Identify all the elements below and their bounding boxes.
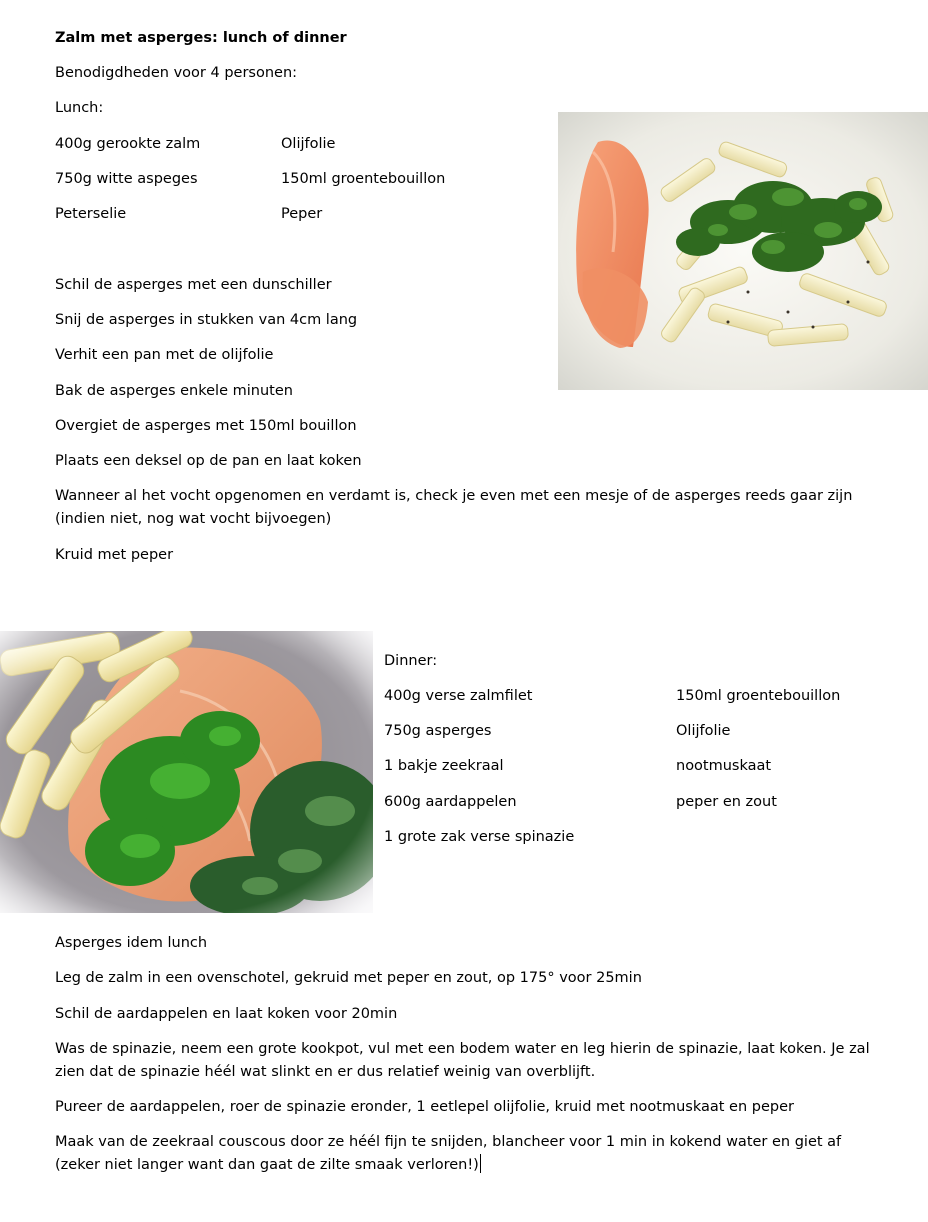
text-cursor — [480, 1154, 481, 1173]
lunch-ingredient: Peper — [281, 206, 323, 222]
lunch-ingredient: 750g witte aspeges — [55, 171, 198, 187]
dinner-ingredient: 150ml groentebouillon — [676, 688, 841, 704]
lunch-photo — [558, 112, 928, 390]
dinner-step: Asperges idem lunch — [55, 935, 208, 951]
dinner-ingredient: 600g aardappelen — [384, 794, 517, 810]
lunch-ingredient: Olijfolie — [281, 136, 336, 152]
lunch-step: Bak de asperges enkele minuten — [55, 383, 293, 399]
lunch-step: Overgiet de asperges met 150ml bouillon — [55, 418, 357, 434]
lunch-step: Kruid met peper — [55, 547, 174, 563]
dinner-ingredient: peper en zout — [676, 794, 777, 810]
lunch-step: Snij de asperges in stukken van 4cm lang — [55, 312, 358, 328]
dinner-photo — [0, 631, 373, 913]
dinner-step: Was de spinazie, neem een grote kookpot, vul met een bodem water en leg hierin de spinazie, laat koken. Je zal zien dat de spinazie héél wat slinkt en er dus relatief weinig van overblijft. — [55, 1041, 870, 1080]
dinner-ingredient: 1 bakje zeekraal — [384, 758, 504, 774]
dinner-step: Schil de aardappelen en laat koken voor 20min — [55, 1006, 398, 1022]
dinner-ingredient: nootmuskaat — [676, 758, 772, 774]
dinner-step: Pureer de aardappelen, roer de spinazie eronder, 1 eetlepel olijfolie, kruid met nootmuskaat en peper — [55, 1099, 794, 1115]
dinner-ingredient: 1 grote zak verse spinazie — [384, 829, 575, 845]
servings-text: Benodigdheden voor 4 personen: — [55, 65, 298, 81]
dinner-photo-image — [0, 631, 373, 913]
lunch-step: Plaats een deksel op de pan en laat koken — [55, 453, 362, 469]
lunch-photo-image — [558, 112, 928, 390]
lunch-step: Schil de asperges met een dunschiller — [55, 277, 332, 293]
dinner-heading: Dinner: — [384, 653, 438, 669]
dinner-step-text: Maak van de zeekraal couscous door ze héél fijn te snijden, blancheer voor 1 min in kokend water en giet af (zeker niet langer want dan gaat de zilte smaak verloren!) — [55, 1134, 842, 1173]
dinner-ingredient: 750g asperges — [384, 723, 492, 739]
lunch-step: Wanneer al het vocht opgenomen en verdamt is, check je even met een mesje of de asperges reeds gaar zijn (indien niet, nog wat vocht bijvoegen) — [55, 488, 853, 527]
dinner-ingredient: Olijfolie — [676, 723, 731, 739]
dinner-ingredient: 400g verse zalmfilet — [384, 688, 533, 704]
dinner-step: Leg de zalm in een ovenschotel, gekruid met peper en zout, op 175° voor 25min — [55, 970, 642, 986]
dinner-last-step[interactable] — [55, 1131, 885, 1177]
lunch-ingredient: Peterselie — [55, 206, 127, 222]
lunch-step: Verhit een pan met de olijfolie — [55, 347, 274, 363]
lunch-heading: Lunch: — [55, 100, 104, 116]
recipe-title: Zalm met asperges: lunch of dinner — [55, 30, 347, 46]
lunch-ingredient: 150ml groentebouillon — [281, 171, 446, 187]
lunch-ingredient: 400g gerookte zalm — [55, 136, 201, 152]
